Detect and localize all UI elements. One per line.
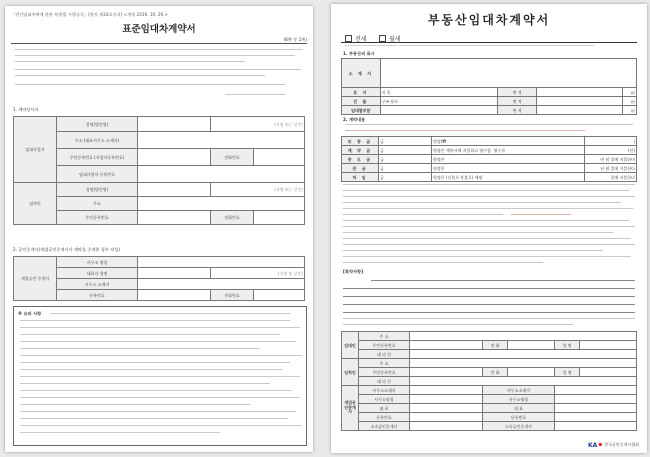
broker-rep-value[interactable] <box>138 268 211 279</box>
land-area-value[interactable] <box>536 88 623 97</box>
broker2-rep-value[interactable] <box>555 404 637 413</box>
notes-box <box>13 306 307 446</box>
lessee-id-value[interactable] <box>410 368 483 377</box>
kar-logo-icon <box>588 441 602 448</box>
section2-heading: 2. 계약내용 <box>343 117 366 122</box>
broker1-reg-value[interactable] <box>410 413 483 422</box>
lessor-address-value[interactable] <box>410 332 637 341</box>
real-estate-lease-contract-page <box>331 4 647 453</box>
lessor-registration-value[interactable] <box>138 166 305 183</box>
lessor-phone-value[interactable] <box>508 341 555 350</box>
lessee-group-label: 임차인 <box>342 359 359 386</box>
deposit-amount[interactable]: 금 <box>379 137 432 146</box>
section1-heading: 1. 계약당사자 <box>13 107 39 112</box>
broker-group-label: 개업공인중개사 <box>342 386 359 431</box>
building-structure-field[interactable]: 구조·용도 <box>380 97 498 106</box>
property-address-value[interactable] <box>380 59 636 88</box>
rent-amount[interactable]: 금 <box>379 173 432 182</box>
broker-reg-value[interactable] <box>138 290 211 301</box>
parties-table: 임대사업자 성명(법인명) (서명 또는 날인) 주소 (대표사무소 소재지) 주민등록번호 (사업자등록번호) 전화번호 임대사업자 등록번호 임차인 성명(법인명) (서명 또는 날인) 주소 주민등록번호 전화번호 <box>13 116 305 225</box>
special-terms-heading: [특약사항] <box>343 269 364 274</box>
page-number-note: (6쪽 중 1쪽) <box>283 37 307 42</box>
lessor-name-value[interactable] <box>580 341 637 350</box>
broker-office-value[interactable] <box>138 257 305 268</box>
lessee-address-value[interactable] <box>410 359 637 368</box>
section1-heading: 1. 부동산의 표시 <box>343 51 375 56</box>
building-area-value[interactable] <box>536 97 623 106</box>
page-title: 표준임대차계약서 <box>122 24 196 35</box>
signature-table: 임대인 주 소 주민등록번호 전 화 성 명 대 리 인 임차인 주 소 주민등록번호 전 화 성 명 대 리 인 개업공인중개사 사무소소재지 사무소소재지 사무소명칭 사무소명칭 대 표 대 표 등록번호 등록번호 소속공인중개사 소속공인중개사 <box>341 331 637 431</box>
broker1-agent-value[interactable] <box>410 422 483 431</box>
option-jeonse[interactable]: 전세 <box>345 34 367 43</box>
section2-heading: 2. 공인중개사(개업공인중개사가 계약을 중개한 경우 작성) <box>13 247 120 252</box>
law-header: 「민간임대주택에 관한 특별법 시행규칙」[별지 제24호서식] <개정 2019. 10. 29.> <box>11 12 169 17</box>
option-wolse[interactable]: 월세 <box>379 34 401 43</box>
lessee-name-value[interactable] <box>580 368 637 377</box>
broker-group-label: 개업공인 중개사 <box>14 257 57 301</box>
lessee-name-value[interactable] <box>138 183 211 197</box>
payment-table: 보 증 금 금 원정(₩ ) 계 약 금 금 원정은 계약시에 지불하고 영수함. 영수자 (인) 중 도 금 금 원정은 년 월 일에 지불하며 잔 금 금 원정은 년 월 일에 지불한다 차 임 금 원정은 (선불로·후불로) 매월 일에 지불한다 <box>341 136 637 182</box>
lessor-id-value[interactable] <box>138 149 211 166</box>
broker2-reg-value[interactable] <box>555 413 637 422</box>
svg-text:KA: KA <box>588 442 598 448</box>
lessee-address-value[interactable] <box>138 197 305 211</box>
broker2-address-value[interactable] <box>555 386 637 395</box>
interim-payment-amount[interactable]: 금 <box>379 155 432 164</box>
broker1-office-value[interactable] <box>410 395 483 404</box>
lessor-name-value[interactable] <box>138 117 211 132</box>
association-logo: KA 한국공인중개사협회 <box>588 441 639 448</box>
down-payment-amount[interactable]: 금 <box>379 146 432 155</box>
lessor-phone-value[interactable] <box>254 149 305 166</box>
lessee-agent-value[interactable] <box>410 377 637 386</box>
broker2-agent-value[interactable] <box>555 422 637 431</box>
notes-heading: ※ 유의 사항 <box>18 311 42 316</box>
broker-table: 개업공인 중개사 사무소 명칭 대표자 성명 (서명 및 날인) 사무소 소재지 등록번호 전화번호 <box>13 256 305 301</box>
lessee-phone-value[interactable] <box>508 368 555 377</box>
wolse-checkbox[interactable] <box>379 35 386 42</box>
broker1-rep-value[interactable] <box>410 404 483 413</box>
lease-part-area-value[interactable] <box>536 106 623 115</box>
broker-phone-value[interactable] <box>254 290 305 301</box>
land-category-field[interactable]: 지 목 <box>380 88 498 97</box>
lease-part-field[interactable] <box>380 106 498 115</box>
lessor-id-value[interactable] <box>410 341 483 350</box>
lessee-group-label: 임차인 <box>14 183 57 225</box>
lessor-agent-value[interactable] <box>410 350 637 359</box>
lessee-id-value[interactable] <box>138 211 211 225</box>
property-table: 소 재 지 토 지 지 목 면 적 ㎡ 건 물 구조·용도 면 적 ㎡ 임대할부분 면 적 ㎡ <box>341 58 637 115</box>
lessor-group-label: 임대인 <box>342 332 359 359</box>
balance-amount[interactable]: 금 <box>379 164 432 173</box>
lessee-phone-value[interactable] <box>254 211 305 225</box>
broker1-address-value[interactable] <box>410 386 483 395</box>
lessor-group-label: 임대사업자 <box>14 117 57 183</box>
jeonse-checkbox[interactable] <box>345 35 352 42</box>
broker2-office-value[interactable] <box>555 395 637 404</box>
page-title: 부동산임대차계약서 <box>427 13 551 27</box>
broker-address-value[interactable] <box>138 279 305 290</box>
standard-lease-contract-page <box>5 6 313 452</box>
lessor-address-value[interactable] <box>138 132 305 149</box>
